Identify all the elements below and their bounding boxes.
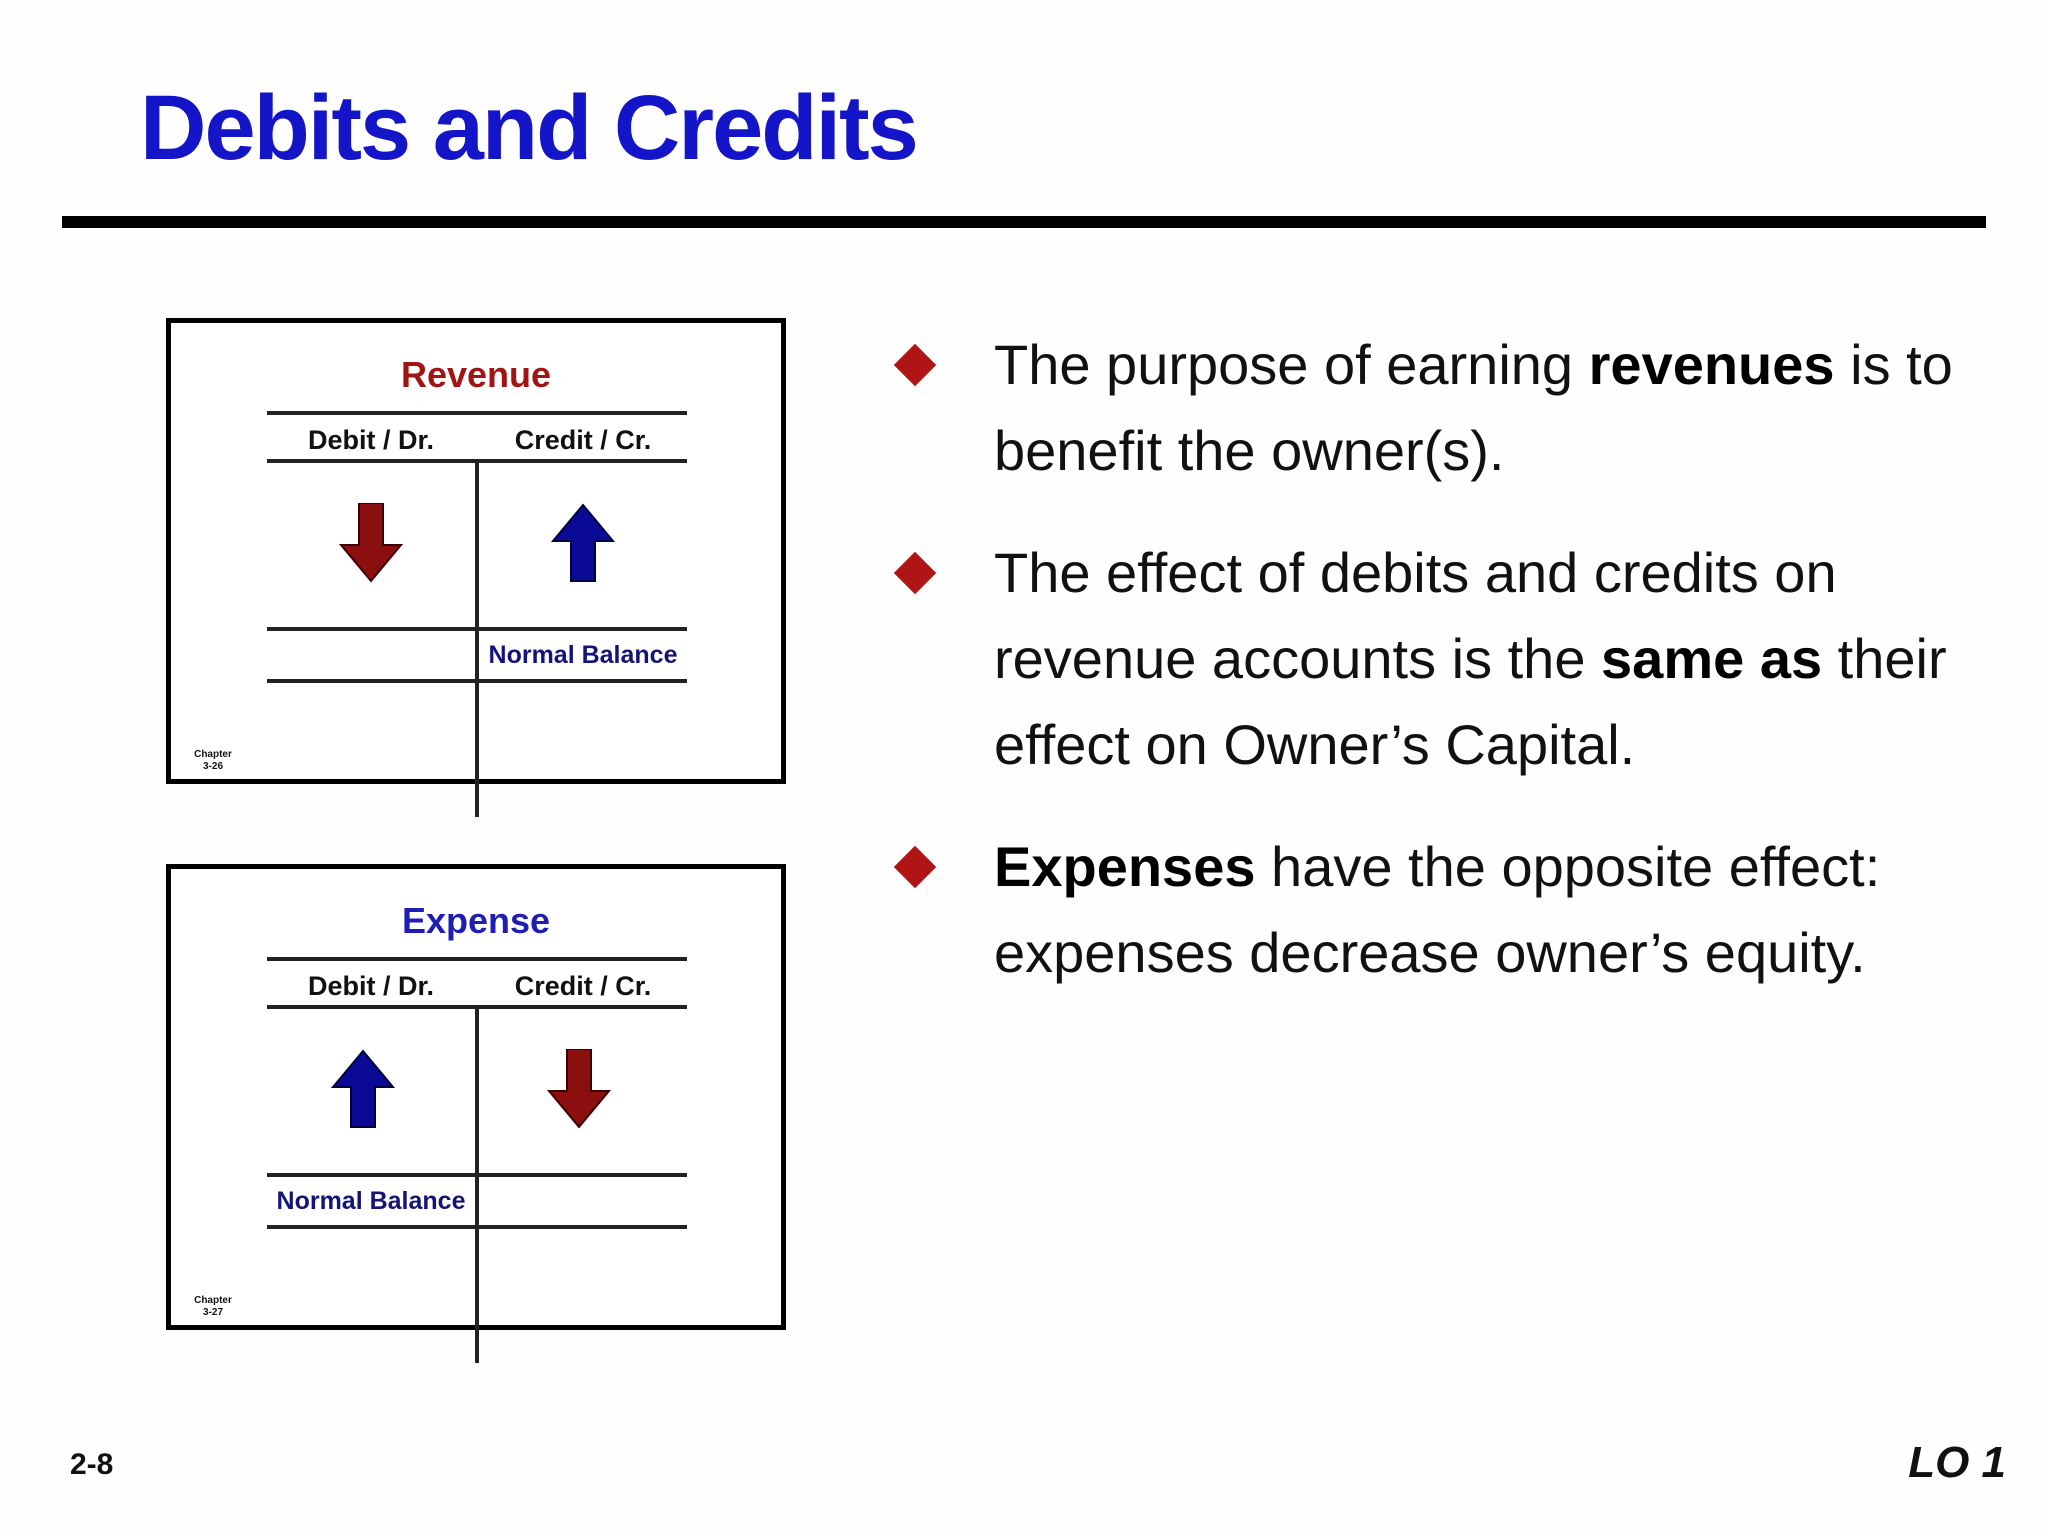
t-account-center-rule bbox=[475, 1005, 479, 1363]
card-title: Revenue bbox=[400, 354, 552, 395]
credit-column-label: Credit / Cr. bbox=[514, 971, 652, 1001]
t-account-bottom-rule bbox=[267, 679, 687, 683]
chapter-number: 3-27 bbox=[202, 1307, 223, 1318]
credit-column-label: Credit / Cr. bbox=[514, 425, 652, 455]
diamond-bullet-icon bbox=[894, 344, 936, 386]
bullet-text bbox=[994, 322, 2004, 494]
normal-balance-label: Normal Balance bbox=[276, 1187, 466, 1215]
t-account-bottom-rule bbox=[267, 1225, 687, 1229]
learning-objective-label: LO 1 bbox=[1908, 1438, 2006, 1487]
slide-title: Debits and Credits bbox=[140, 77, 917, 179]
diamond-bullet-icon bbox=[894, 552, 936, 594]
bullet-segment: their effect on Owner’s Capital. bbox=[994, 627, 1947, 776]
down-arrow-icon bbox=[339, 503, 403, 583]
t-account-top-rule bbox=[267, 957, 687, 961]
bullet-segment: The effect of debits and credits on revenue accounts is the bbox=[994, 541, 1837, 690]
bullet-text bbox=[994, 824, 2004, 996]
diamond-bullet-icon bbox=[894, 846, 936, 888]
bullet-emphasis: same as bbox=[1601, 627, 1823, 690]
up-arrow-icon bbox=[331, 1049, 395, 1129]
bullet-segment: have the opposite effect: expenses decrease owner’s equity. bbox=[994, 835, 1881, 984]
debit-column-label: Debit / Dr. bbox=[307, 971, 435, 1001]
t-account-balance-rule bbox=[267, 627, 687, 631]
bullet-segment: The purpose of earning bbox=[994, 333, 1589, 396]
debit-column-label: Debit / Dr. bbox=[307, 425, 435, 455]
t-account-center-rule bbox=[475, 459, 479, 817]
page-number: 2-8 bbox=[70, 1448, 114, 1481]
up-arrow-icon bbox=[551, 503, 615, 583]
down-arrow-icon bbox=[547, 1049, 611, 1129]
chapter-label: Chapter bbox=[194, 1295, 232, 1306]
expense-t-account-card bbox=[166, 864, 786, 1330]
bullet-segment: is to benefit the owner(s). bbox=[994, 333, 1953, 482]
chapter-label: Chapter bbox=[194, 749, 232, 760]
bullet-emphasis: revenues bbox=[1588, 333, 1835, 396]
t-account-top-rule bbox=[267, 411, 687, 415]
chapter-number: 3-26 bbox=[202, 761, 223, 772]
revenue-t-account-card bbox=[166, 318, 786, 784]
title-divider bbox=[62, 216, 1986, 228]
normal-balance-label: Normal Balance bbox=[488, 641, 678, 669]
card-title: Expense bbox=[401, 900, 551, 941]
bullet-emphasis: Expenses bbox=[994, 835, 1256, 898]
t-account-balance-rule bbox=[267, 1173, 687, 1177]
bullet-text bbox=[994, 530, 2004, 788]
